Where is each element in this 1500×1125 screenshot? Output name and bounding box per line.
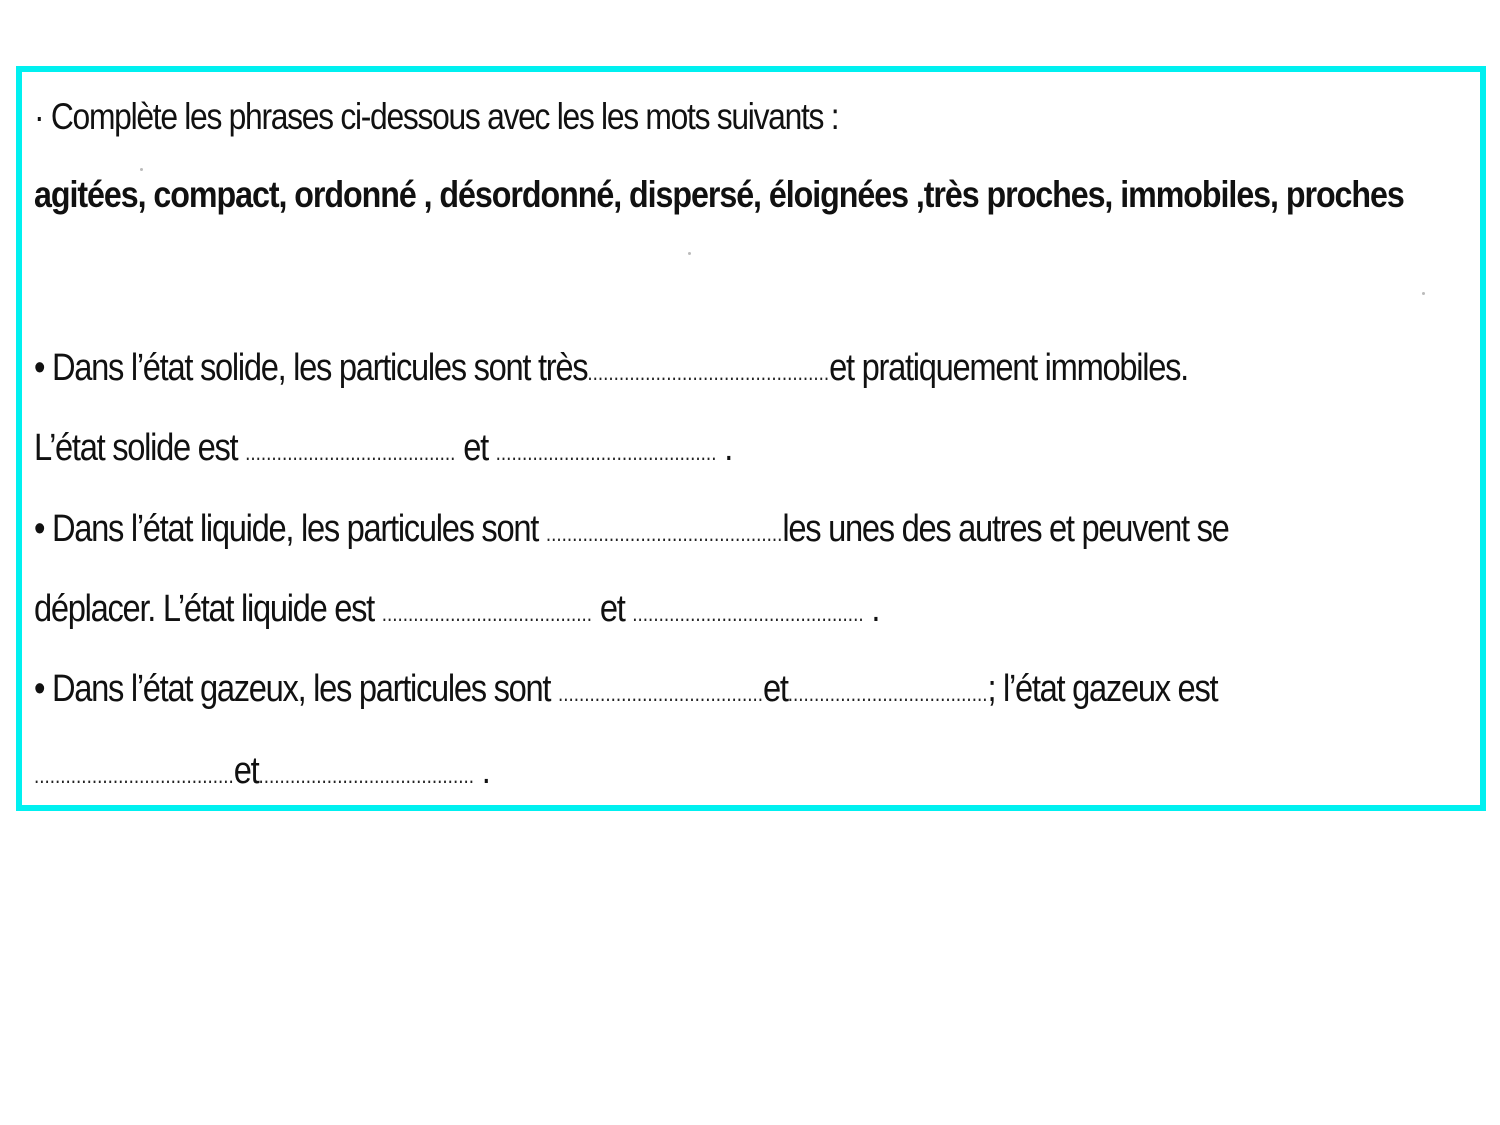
- sentence-liquid-state: [34, 588, 879, 631]
- sentence-text: et: [455, 427, 496, 469]
- sentence-text: les unes des autres et peuvent se: [782, 508, 1229, 550]
- word-bank: agitées, compact, ordonné , désordonné, dispersé, éloignées ,très proches, immobiles, proches: [34, 174, 1404, 215]
- sentence-text: et: [763, 668, 788, 710]
- sentence-text: .: [863, 588, 880, 630]
- sentence-gas-particles: [34, 668, 1217, 711]
- blank-field: ......................................: [34, 763, 234, 788]
- sentence-liquid-particles: [34, 508, 1229, 551]
- sentence-text: et: [592, 588, 633, 630]
- sentence-text: .: [473, 750, 490, 792]
- blank-field: ........................................: [381, 601, 593, 626]
- scan-speck: [1422, 292, 1425, 295]
- blank-field: ........................................: [245, 440, 456, 465]
- exercise-frame: [16, 66, 1486, 811]
- sentence-text: • Dans l’état gazeux, les particules sont: [34, 668, 559, 710]
- instruction-text: · Complète les phrases ci-dessous avec les les mots suivants :: [34, 96, 839, 137]
- sentence-text: et pratiquement immobiles.: [829, 347, 1188, 389]
- sentence-text: • Dans l’état liquide, les particules sont: [34, 508, 546, 550]
- blank-field: ......................................: [787, 681, 988, 706]
- sentence-text: ; l’état gazeux est: [987, 668, 1218, 710]
- sentence-text: L’état solide est: [34, 427, 246, 469]
- scan-speck: [140, 168, 143, 171]
- scan-speck: [688, 252, 691, 255]
- sentence-text: et: [233, 750, 259, 792]
- blank-field: ............................................: [632, 601, 864, 626]
- sentence-solid-state: [34, 427, 732, 470]
- blank-field: ..........................................: [495, 440, 717, 465]
- sentence-text: .: [716, 427, 733, 469]
- sentence-text: • Dans l’état solide, les particules sont très: [34, 347, 588, 389]
- blank-field: .........................................: [258, 763, 474, 788]
- sentence-gas-state: [34, 750, 490, 793]
- sentence-solid-particles: [34, 347, 1188, 390]
- blank-field: ..............................................: [587, 360, 830, 385]
- sentence-text: déplacer. L’état liquide est: [34, 588, 382, 630]
- blank-field: .............................................: [545, 521, 783, 546]
- blank-field: .......................................: [558, 681, 764, 706]
